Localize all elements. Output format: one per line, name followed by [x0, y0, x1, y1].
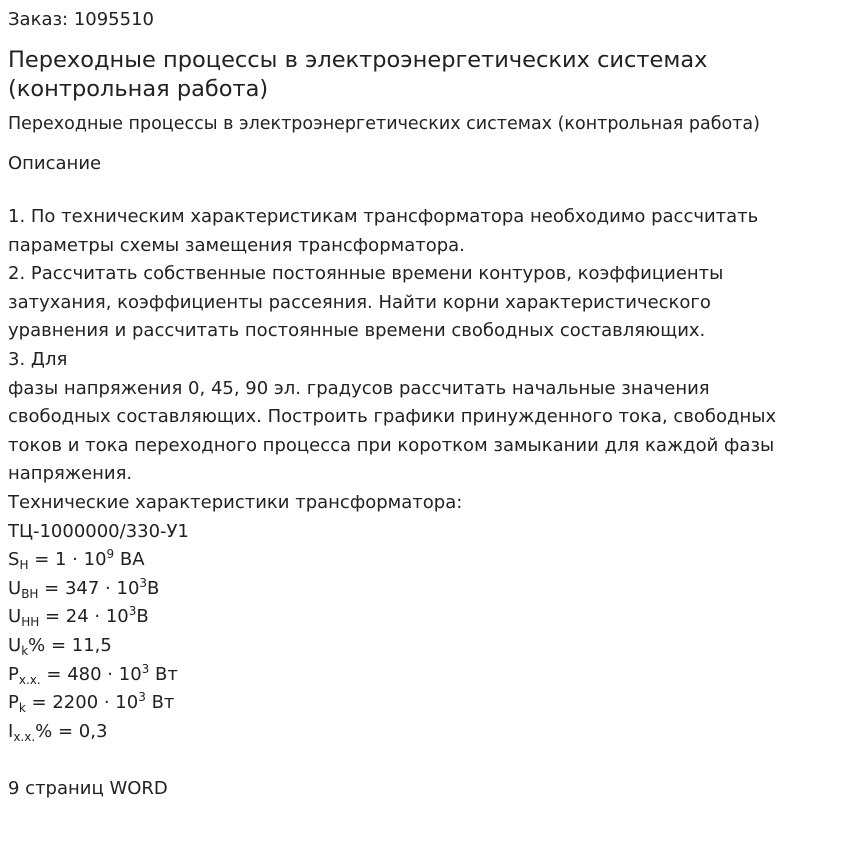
spec-no-load-current: $I_{x.x.}\% = 0,3$ — [8, 720, 108, 744]
spec-model: ТЦ-1000000/330-У1 — [8, 520, 189, 542]
task-line: параметры схемы замещения трансформатора. — [8, 234, 465, 256]
task-line: токов и тока переходного процесса при коротком замыкании для каждой фазы — [8, 434, 775, 456]
task-line: уравнения и рассчитать постоянные времени свободных составляющих. — [8, 320, 706, 342]
task-line: 2. Рассчитать собственные постоянные времени контуров, коэффициенты — [8, 263, 724, 285]
spec-no-load-losses: $P_{x.x.} = 480 \cdot 10^3$ Вт — [8, 661, 178, 687]
task-line: свободных составляющих. Построить графики принужденного тока, свободных — [8, 406, 777, 428]
spec-short-circuit-losses: $P_k = 2200 \cdot 10^3$ Вт — [8, 690, 175, 716]
order-number: Заказ: 1095510 — [8, 9, 154, 30]
description-heading: Описание — [8, 153, 102, 174]
page-title: Переходные процессы в электроэнергетических системах (контрольная работа) — [8, 47, 708, 102]
page-count: 9 страниц WORD — [8, 777, 168, 799]
task-line: затухания, коэффициенты рассеяния. Найти корни характеристического — [8, 291, 711, 313]
spec-lv-voltage: $U_{НН} = 24 \cdot 10^3В$ — [8, 604, 149, 630]
spec-rated-power: $S_Н = 1 \cdot 10^9$ ВА — [8, 547, 145, 573]
task-line: фазы напряжения 0, 45, 90 эл. градусов рассчитать начальные значения — [8, 377, 710, 399]
task-line: 1. По техническим характеристикам трансформатора необходимо рассчитать — [8, 206, 759, 227]
spec-short-circuit-voltage: $U_k\% = 11,5$ — [8, 634, 112, 658]
spec-hv-voltage: $U_{ВН} = 347 \cdot 10^3В$ — [8, 575, 160, 601]
specs-heading: Технические характеристики трансформатора: — [8, 491, 463, 513]
blank-line — [8, 746, 839, 775]
task-line: 3. Для — [8, 348, 68, 370]
description-body — [8, 203, 839, 803]
task-line: напряжения. — [8, 463, 133, 485]
page-subtitle: Переходные процессы в электроэнергетических системах (контрольная работа) — [8, 114, 760, 134]
